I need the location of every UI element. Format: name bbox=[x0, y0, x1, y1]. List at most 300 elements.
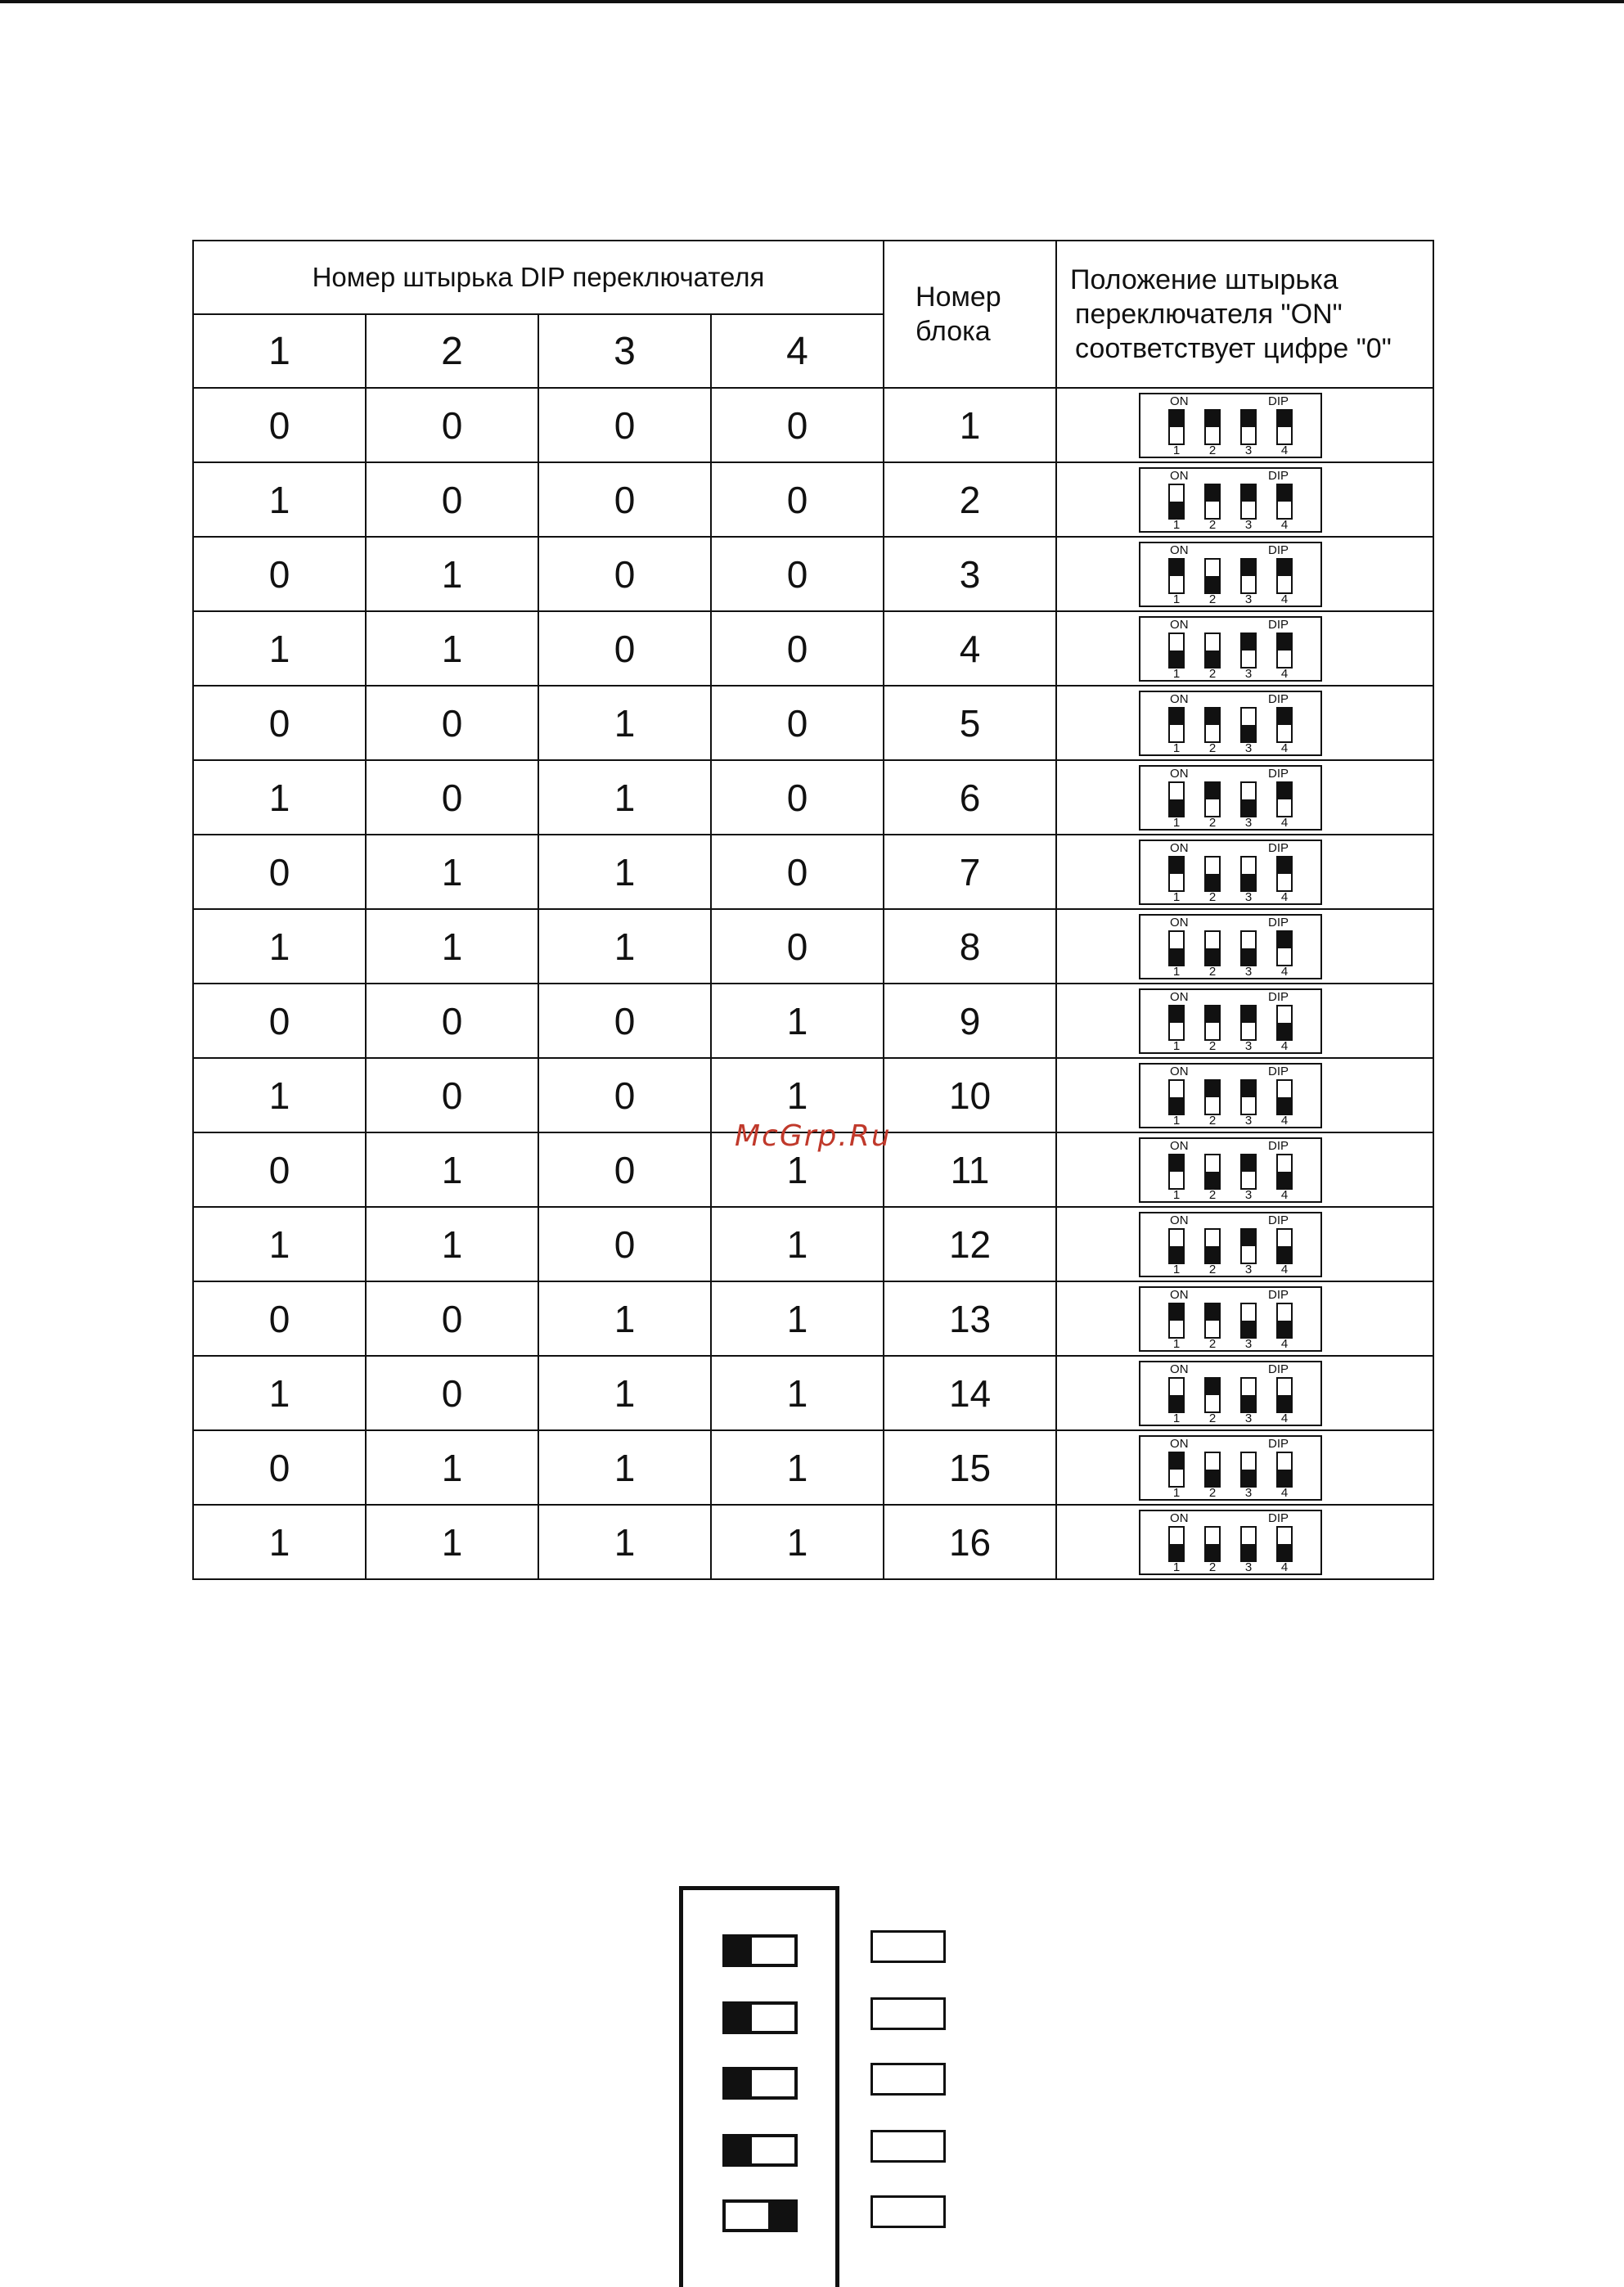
dip-pin-number: 1 bbox=[1172, 1113, 1181, 1128]
table-row bbox=[193, 537, 1433, 611]
dip-diagram-cell bbox=[1056, 835, 1433, 909]
table-row bbox=[193, 984, 1433, 1058]
note-line3: соответствует цифре "0" bbox=[1075, 333, 1392, 364]
switch-label-box-3 bbox=[870, 2063, 946, 2096]
on-label: ON bbox=[1170, 1436, 1189, 1451]
pin-value-cell: 1 bbox=[711, 1430, 884, 1505]
pin-value-cell: 0 bbox=[711, 537, 884, 611]
pin-value-cell: 0 bbox=[193, 388, 366, 462]
block-number-cell: 8 bbox=[884, 909, 1056, 984]
dip-label: DIP bbox=[1268, 617, 1289, 632]
dip-pin-4 bbox=[1276, 1377, 1293, 1413]
dip-pin-3 bbox=[1240, 1377, 1257, 1413]
dip-pin-knob bbox=[1206, 411, 1219, 427]
dip-pin-knob bbox=[1242, 485, 1255, 502]
dip-pin-4 bbox=[1276, 1303, 1293, 1339]
dip-pin-knob bbox=[1170, 948, 1183, 965]
pin-header-4: 4 bbox=[711, 314, 884, 388]
dip-pin-2 bbox=[1204, 781, 1221, 817]
dip-pin-knob bbox=[1242, 1155, 1255, 1172]
dip-pin-number: 1 bbox=[1172, 1038, 1181, 1053]
dip-pin-4 bbox=[1276, 1005, 1293, 1041]
pin-value-cell: 0 bbox=[711, 686, 884, 760]
dip-label: DIP bbox=[1268, 1213, 1289, 1227]
watermark: McGrp.Ru bbox=[735, 1119, 892, 1153]
pin-value-cell: 0 bbox=[711, 388, 884, 462]
dip-pin-number: 2 bbox=[1208, 1485, 1217, 1500]
pin-value-cell: 1 bbox=[193, 1505, 366, 1579]
dip-pin-2 bbox=[1204, 409, 1221, 445]
dip-pin-knob bbox=[1206, 1379, 1219, 1395]
pin-value-cell: 0 bbox=[366, 1281, 538, 1356]
pin-value-cell: 0 bbox=[366, 1058, 538, 1132]
dip-pin-1 bbox=[1168, 1526, 1185, 1562]
pin-value-cell: 0 bbox=[538, 984, 711, 1058]
dip-pin-knob bbox=[1278, 1172, 1291, 1188]
table-row bbox=[193, 1430, 1433, 1505]
dip-pin-knob bbox=[1206, 1006, 1219, 1023]
dip-pin-2 bbox=[1204, 633, 1221, 669]
on-label: ON bbox=[1170, 617, 1189, 632]
dip-pin-4 bbox=[1276, 781, 1293, 817]
dip-switch-diagram bbox=[1139, 1361, 1322, 1426]
dip-pin-number: 2 bbox=[1208, 1113, 1217, 1128]
dip-pin-2 bbox=[1204, 1526, 1221, 1562]
switch-label-box-4 bbox=[870, 2130, 946, 2163]
dip-pin-3 bbox=[1240, 1005, 1257, 1041]
dip-pin-2 bbox=[1204, 856, 1221, 892]
dip-label: DIP bbox=[1268, 989, 1289, 1004]
note-header-cell bbox=[1056, 241, 1433, 388]
dip-pin-knob bbox=[1242, 1395, 1255, 1411]
dip-pin-number: 4 bbox=[1280, 1038, 1289, 1053]
dip-pin-number: 4 bbox=[1280, 443, 1289, 457]
block-number-cell: 9 bbox=[884, 984, 1056, 1058]
pin-value-cell: 1 bbox=[193, 760, 366, 835]
dip-pin-number: 4 bbox=[1280, 1336, 1289, 1351]
dip-pin-3 bbox=[1240, 707, 1257, 743]
dip-pin-knob bbox=[1206, 1081, 1219, 1097]
dip-pin-knob bbox=[1242, 1230, 1255, 1246]
pin-value-cell: 1 bbox=[366, 537, 538, 611]
pin-value-cell: 0 bbox=[538, 1058, 711, 1132]
dip-pin-number: 1 bbox=[1172, 517, 1181, 532]
dip-pin-1 bbox=[1168, 1377, 1185, 1413]
dip-pin-3 bbox=[1240, 1079, 1257, 1115]
dip-pin-number: 3 bbox=[1244, 517, 1253, 532]
on-label: ON bbox=[1170, 542, 1189, 557]
dip-pin-number: 4 bbox=[1280, 741, 1289, 755]
dip-pin-2 bbox=[1204, 1005, 1221, 1041]
dip-pin-knob bbox=[1170, 709, 1183, 725]
dip-pin-number: 2 bbox=[1208, 964, 1217, 979]
pin-value-cell: 1 bbox=[711, 1356, 884, 1430]
block-number-cell: 3 bbox=[884, 537, 1056, 611]
dip-diagram-cell bbox=[1056, 537, 1433, 611]
dip-pin-knob bbox=[1278, 634, 1291, 651]
switch-label-box-2 bbox=[870, 1997, 946, 2030]
large-dip-switch-3 bbox=[722, 2067, 798, 2100]
dip-switch-diagram bbox=[1139, 1137, 1322, 1203]
dip-pin-4 bbox=[1276, 1526, 1293, 1562]
on-label: ON bbox=[1170, 1510, 1189, 1525]
dip-pin-knob bbox=[1278, 1544, 1291, 1560]
dip-pin-knob bbox=[1206, 1246, 1219, 1263]
block-number-cell: 15 bbox=[884, 1430, 1056, 1505]
dip-pin-3 bbox=[1240, 856, 1257, 892]
dip-pin-4 bbox=[1276, 558, 1293, 594]
dip-pin-number: 2 bbox=[1208, 666, 1217, 681]
on-label: ON bbox=[1170, 691, 1189, 706]
dip-switch-diagram bbox=[1139, 1212, 1322, 1277]
pin-value-cell: 0 bbox=[193, 1281, 366, 1356]
pin-header-1: 1 bbox=[193, 314, 366, 388]
dip-pin-number: 4 bbox=[1280, 592, 1289, 606]
dip-pin-number: 1 bbox=[1172, 1411, 1181, 1425]
dip-diagram-cell bbox=[1056, 686, 1433, 760]
pin-value-cell: 0 bbox=[711, 462, 884, 537]
dip-pin-knob bbox=[1242, 1470, 1255, 1486]
dip-pin-number: 2 bbox=[1208, 517, 1217, 532]
dip-pin-knob bbox=[1278, 1097, 1291, 1114]
dip-pin-knob bbox=[1170, 1246, 1183, 1263]
pin-value-cell: 1 bbox=[193, 1356, 366, 1430]
dip-pin-knob bbox=[1170, 1097, 1183, 1114]
dip-pin-number: 3 bbox=[1244, 1262, 1253, 1276]
dip-pin-number: 4 bbox=[1280, 1187, 1289, 1202]
pin-value-cell: 1 bbox=[538, 760, 711, 835]
pin-value-cell: 0 bbox=[711, 611, 884, 686]
dip-pin-knob bbox=[1242, 725, 1255, 741]
dip-pin-knob bbox=[1206, 709, 1219, 725]
dip-pin-2 bbox=[1204, 1452, 1221, 1488]
dip-switch-table bbox=[192, 240, 1434, 1580]
pin-value-cell: 1 bbox=[538, 1356, 711, 1430]
dip-label: DIP bbox=[1268, 1138, 1289, 1153]
large-dip-knob bbox=[726, 2137, 752, 2163]
dip-label: DIP bbox=[1268, 840, 1289, 855]
dip-pin-number: 1 bbox=[1172, 741, 1181, 755]
on-label: ON bbox=[1170, 1213, 1189, 1227]
on-label: ON bbox=[1170, 989, 1189, 1004]
large-dip-knob bbox=[726, 2005, 752, 2031]
dip-pin-number: 2 bbox=[1208, 1411, 1217, 1425]
dip-pin-knob bbox=[1170, 799, 1183, 816]
dip-switch-diagram bbox=[1139, 988, 1322, 1054]
dip-pin-number: 2 bbox=[1208, 1187, 1217, 1202]
dip-pin-knob bbox=[1170, 502, 1183, 518]
dip-pin-number: 3 bbox=[1244, 741, 1253, 755]
block-number-cell: 2 bbox=[884, 462, 1056, 537]
dip-pin-1 bbox=[1168, 1452, 1185, 1488]
dip-pin-1 bbox=[1168, 930, 1185, 966]
dip-diagram-cell bbox=[1056, 909, 1433, 984]
dip-label: DIP bbox=[1268, 915, 1289, 930]
dip-pin-number: 2 bbox=[1208, 815, 1217, 830]
dip-pin-1 bbox=[1168, 1154, 1185, 1190]
dip-pin-number: 4 bbox=[1280, 889, 1289, 904]
dip-pin-number: 4 bbox=[1280, 1411, 1289, 1425]
large-dip-knob bbox=[726, 1938, 752, 1964]
dip-switch-diagram bbox=[1139, 1510, 1322, 1575]
pin-value-cell: 1 bbox=[538, 1505, 711, 1579]
dip-diagram-cell bbox=[1056, 611, 1433, 686]
pin-value-cell: 1 bbox=[711, 1505, 884, 1579]
pin-value-cell: 1 bbox=[711, 984, 884, 1058]
pin-value-cell: 0 bbox=[711, 909, 884, 984]
dip-label: DIP bbox=[1268, 1362, 1289, 1376]
block-number-cell: 10 bbox=[884, 1058, 1056, 1132]
dip-pin-knob bbox=[1206, 1172, 1219, 1188]
table-row bbox=[193, 686, 1433, 760]
dip-diagram-cell bbox=[1056, 1505, 1433, 1579]
dip-diagram-cell bbox=[1056, 388, 1433, 462]
large-dip-switch-diagram bbox=[679, 1886, 839, 2287]
dip-diagram-cell bbox=[1056, 462, 1433, 537]
pin-value-cell: 1 bbox=[193, 1058, 366, 1132]
block-number-cell: 12 bbox=[884, 1207, 1056, 1281]
dip-switch-diagram bbox=[1139, 1286, 1322, 1352]
pin-value-cell: 0 bbox=[538, 611, 711, 686]
dip-pin-number: 2 bbox=[1208, 741, 1217, 755]
dip-pin-number: 1 bbox=[1172, 815, 1181, 830]
dip-pin-1 bbox=[1168, 707, 1185, 743]
pin-value-cell: 1 bbox=[193, 1207, 366, 1281]
table-row bbox=[193, 835, 1433, 909]
dip-pin-number: 3 bbox=[1244, 666, 1253, 681]
dip-pin-knob bbox=[1170, 1304, 1183, 1321]
dip-label: DIP bbox=[1268, 1436, 1289, 1451]
dip-pin-number: 1 bbox=[1172, 592, 1181, 606]
dip-pin-4 bbox=[1276, 1452, 1293, 1488]
dip-pin-2 bbox=[1204, 558, 1221, 594]
dip-pin-knob bbox=[1242, 1321, 1255, 1337]
dip-pin-number: 4 bbox=[1280, 815, 1289, 830]
large-dip-switch-5 bbox=[722, 2199, 798, 2232]
dip-pin-knob bbox=[1278, 858, 1291, 874]
dip-diagram-cell bbox=[1056, 760, 1433, 835]
dip-pin-1 bbox=[1168, 1228, 1185, 1264]
pin-value-cell: 0 bbox=[538, 388, 711, 462]
dip-pin-knob bbox=[1242, 799, 1255, 816]
dip-pin-4 bbox=[1276, 1228, 1293, 1264]
dip-pin-4 bbox=[1276, 930, 1293, 966]
dip-diagram-cell bbox=[1056, 1058, 1433, 1132]
dip-label: DIP bbox=[1268, 691, 1289, 706]
dip-pin-3 bbox=[1240, 558, 1257, 594]
pin-value-cell: 1 bbox=[193, 611, 366, 686]
dip-pin-number: 2 bbox=[1208, 443, 1217, 457]
dip-pin-number: 4 bbox=[1280, 1485, 1289, 1500]
dip-pin-number: 2 bbox=[1208, 1336, 1217, 1351]
block-header-line2: блока bbox=[915, 316, 991, 347]
dip-pin-knob bbox=[1278, 560, 1291, 576]
pin-value-cell: 0 bbox=[366, 462, 538, 537]
large-dip-switch-2 bbox=[722, 2001, 798, 2034]
dip-pin-number: 4 bbox=[1280, 964, 1289, 979]
dip-pin-knob bbox=[1278, 1023, 1291, 1039]
dip-pin-1 bbox=[1168, 409, 1185, 445]
dip-pin-number: 2 bbox=[1208, 1262, 1217, 1276]
dip-label: DIP bbox=[1268, 542, 1289, 557]
dip-switch-diagram bbox=[1139, 765, 1322, 831]
dip-pin-number: 3 bbox=[1244, 1485, 1253, 1500]
dip-pin-4 bbox=[1276, 409, 1293, 445]
pin-value-cell: 1 bbox=[711, 1207, 884, 1281]
dip-pin-1 bbox=[1168, 1005, 1185, 1041]
dip-pin-knob bbox=[1206, 1304, 1219, 1321]
dip-pin-knob bbox=[1170, 1395, 1183, 1411]
on-label: ON bbox=[1170, 1362, 1189, 1376]
dip-diagram-cell bbox=[1056, 1356, 1433, 1430]
dip-pin-knob bbox=[1206, 1470, 1219, 1486]
pin-value-cell: 0 bbox=[366, 1356, 538, 1430]
block-number-cell: 1 bbox=[884, 388, 1056, 462]
pin-value-cell: 0 bbox=[193, 1430, 366, 1505]
dip-pin-1 bbox=[1168, 558, 1185, 594]
dip-switch-diagram bbox=[1139, 840, 1322, 905]
dip-pin-number: 3 bbox=[1244, 1113, 1253, 1128]
dip-pin-number: 3 bbox=[1244, 592, 1253, 606]
pin-value-cell: 1 bbox=[711, 1281, 884, 1356]
large-dip-knob bbox=[726, 2070, 752, 2096]
dip-pin-knob bbox=[1278, 709, 1291, 725]
table-row bbox=[193, 760, 1433, 835]
dip-label: DIP bbox=[1268, 1287, 1289, 1302]
on-label: ON bbox=[1170, 1064, 1189, 1078]
on-label: ON bbox=[1170, 915, 1189, 930]
pin-value-cell: 1 bbox=[366, 835, 538, 909]
dip-pin-number: 2 bbox=[1208, 1038, 1217, 1053]
dip-pin-1 bbox=[1168, 781, 1185, 817]
dip-pin-knob bbox=[1206, 874, 1219, 890]
large-dip-switch-1 bbox=[722, 1934, 798, 1967]
dip-label: DIP bbox=[1268, 1510, 1289, 1525]
dip-switch-diagram bbox=[1139, 542, 1322, 607]
dip-pin-knob bbox=[1170, 651, 1183, 667]
dip-switch-diagram bbox=[1139, 914, 1322, 979]
dip-pin-2 bbox=[1204, 1303, 1221, 1339]
dip-pin-number: 2 bbox=[1208, 592, 1217, 606]
dip-diagram-cell bbox=[1056, 1281, 1433, 1356]
pin-value-cell: 1 bbox=[538, 1430, 711, 1505]
pin-value-cell: 0 bbox=[538, 1207, 711, 1281]
table-row bbox=[193, 462, 1433, 537]
on-label: ON bbox=[1170, 468, 1189, 483]
dip-pin-number: 3 bbox=[1244, 889, 1253, 904]
on-label: ON bbox=[1170, 840, 1189, 855]
dip-pin-knob bbox=[1242, 634, 1255, 651]
block-number-cell: 6 bbox=[884, 760, 1056, 835]
dip-diagram-cell bbox=[1056, 1207, 1433, 1281]
dip-pin-4 bbox=[1276, 707, 1293, 743]
table-row bbox=[193, 1356, 1433, 1430]
dip-pin-number: 1 bbox=[1172, 1336, 1181, 1351]
dip-pin-number: 1 bbox=[1172, 889, 1181, 904]
dip-pin-4 bbox=[1276, 1154, 1293, 1190]
dip-pin-3 bbox=[1240, 484, 1257, 520]
dip-pin-number: 2 bbox=[1208, 889, 1217, 904]
dip-pin-1 bbox=[1168, 484, 1185, 520]
dip-pin-3 bbox=[1240, 1526, 1257, 1562]
large-dip-switch-4 bbox=[722, 2134, 798, 2167]
pin-value-cell: 1 bbox=[538, 909, 711, 984]
dip-pin-knob bbox=[1206, 783, 1219, 799]
dip-label: DIP bbox=[1268, 468, 1289, 483]
dip-pin-knob bbox=[1242, 948, 1255, 965]
dip-pin-number: 1 bbox=[1172, 1485, 1181, 1500]
dip-switch-diagram bbox=[1139, 1063, 1322, 1128]
dip-title-cell bbox=[193, 241, 884, 314]
block-header-cell bbox=[884, 241, 1056, 388]
dip-diagram-cell bbox=[1056, 1430, 1433, 1505]
dip-pin-number: 3 bbox=[1244, 1560, 1253, 1574]
dip-pin-knob bbox=[1206, 651, 1219, 667]
dip-pin-3 bbox=[1240, 1154, 1257, 1190]
dip-pin-2 bbox=[1204, 1377, 1221, 1413]
table-row bbox=[193, 1207, 1433, 1281]
dip-pin-4 bbox=[1276, 633, 1293, 669]
pin-value-cell: 1 bbox=[538, 1281, 711, 1356]
dip-pin-knob bbox=[1278, 411, 1291, 427]
pin-value-cell: 1 bbox=[366, 1505, 538, 1579]
dip-pin-1 bbox=[1168, 1079, 1185, 1115]
dip-pin-knob bbox=[1170, 1006, 1183, 1023]
dip-pin-number: 4 bbox=[1280, 1560, 1289, 1574]
dip-pin-knob bbox=[1170, 858, 1183, 874]
note-line1: Положение штырька bbox=[1070, 264, 1338, 295]
pin-value-cell: 0 bbox=[366, 686, 538, 760]
dip-switch-diagram bbox=[1139, 1435, 1322, 1501]
block-number-cell: 4 bbox=[884, 611, 1056, 686]
dip-pin-2 bbox=[1204, 484, 1221, 520]
pin-value-cell: 0 bbox=[193, 835, 366, 909]
dip-pin-knob bbox=[1278, 783, 1291, 799]
dip-label: DIP bbox=[1268, 1064, 1289, 1078]
pin-value-cell: 1 bbox=[366, 1132, 538, 1207]
dip-pin-number: 4 bbox=[1280, 1113, 1289, 1128]
pin-value-cell: 1 bbox=[366, 1207, 538, 1281]
dip-pin-number: 1 bbox=[1172, 666, 1181, 681]
block-number-cell: 13 bbox=[884, 1281, 1056, 1356]
pin-header-2: 2 bbox=[366, 314, 538, 388]
pin-value-cell: 1 bbox=[193, 462, 366, 537]
dip-pin-number: 1 bbox=[1172, 443, 1181, 457]
pin-value-cell: 0 bbox=[366, 984, 538, 1058]
block-number-cell: 14 bbox=[884, 1356, 1056, 1430]
dip-pin-knob bbox=[1170, 1453, 1183, 1470]
top-rule bbox=[0, 0, 1624, 3]
dip-pin-number: 3 bbox=[1244, 443, 1253, 457]
dip-pin-3 bbox=[1240, 930, 1257, 966]
table-row bbox=[193, 909, 1433, 984]
pin-value-cell: 0 bbox=[193, 984, 366, 1058]
dip-pin-knob bbox=[1242, 1081, 1255, 1097]
block-header-line1: Номер bbox=[915, 281, 1001, 313]
on-label: ON bbox=[1170, 394, 1189, 408]
pin-value-cell: 0 bbox=[711, 835, 884, 909]
pin-value-cell: 0 bbox=[538, 537, 711, 611]
dip-label: DIP bbox=[1268, 394, 1289, 408]
switch-label-box-5 bbox=[870, 2195, 946, 2228]
pin-value-cell: 1 bbox=[711, 1058, 884, 1132]
dip-pin-3 bbox=[1240, 1303, 1257, 1339]
dip-pin-3 bbox=[1240, 409, 1257, 445]
dip-pin-knob bbox=[1170, 411, 1183, 427]
dip-pin-knob bbox=[1170, 1544, 1183, 1560]
dip-pin-2 bbox=[1204, 1079, 1221, 1115]
dip-switch-diagram bbox=[1139, 393, 1322, 458]
